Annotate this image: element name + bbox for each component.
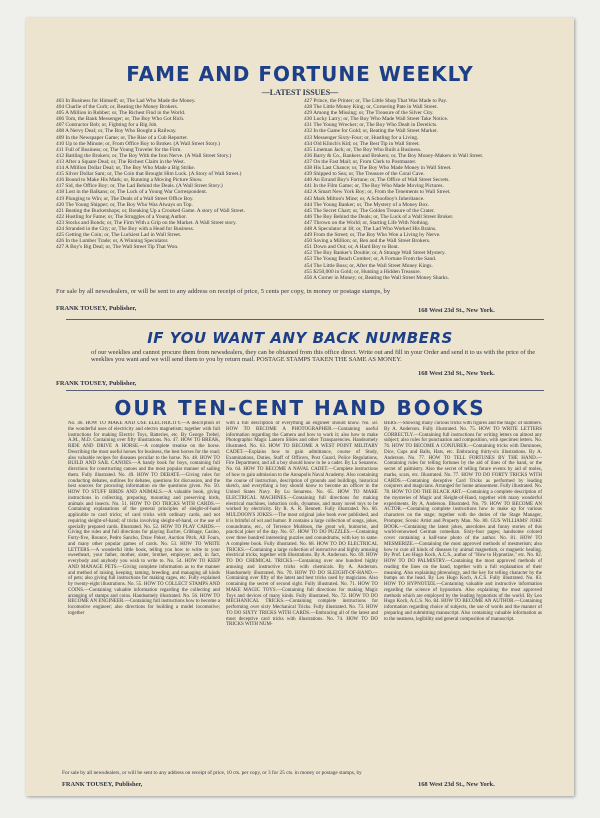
- fame-publisher: FRANK TOUSEY, Publisher,: [56, 305, 137, 312]
- hand-books-column-3: BERS.—Showing many curious tricks with figures and the magic of numbers. By A. Anderson. Fully illustrated. No. 75. HOW TO WRITE LETTERS CORRECTLY.—Containing full instructions for writing letters on almost any subject; also rules for punctuation and composition, with specimen letters. No. 76. HOW TO BECOME A CONJURER.—Containing tricks with Dominoes, Dice, Cups and Balls, Hats, etc. Embracing thirty-six illustrations. By A. Anderson. No. 77. HOW TO TELL FORTUNES BY THE HAND.—Containing rules for telling fortunes by the aid of lines of the hand, or the secret of palmistry. Also the secret of telling future events by aid of moles, marks, scars, etc. Illustrated. No. 77. HOW TO DO FORTY TRICKS WITH CARDS.—Containing deceptive Card Tricks as performed by leading conjurers and magicians. Arranged for home amusement. Fully illustrated. No. 78. HOW TO DO THE BLACK ART.—Containing a complete description of the mysteries of Magic and Sleight-of-Hand, together with many wonderful experiments. By A. Anderson. Illustrated. No. 79. HOW TO BECOME AN ACTOR.—Containing complete instructions how to make up for various characters on the stage; together with the duties of the Stage Manager, Prompter, Scenic Artist and Property Man. No. 80. GUS WILLIAMS' JOKE BOOK.—Containing the latest jokes, anecdotes and funny stories of this world-renowned German comedian. Sixty-four pages; handsome colored cover containing a half-tone photo of the author. No. 81. HOW TO MESMERIZE.—Containing the most approved methods of mesmerism; also how to cure all kinds of diseases by animal magnetism, or magnetic healing. By Prof. Leo Hugo Koch, A.C.S., author of "How to Hypnotize," etc. No. 82. HOW TO DO PALMISTRY.—Containing the most approved methods of reading the lines on the hand, together with a full explanation of their meaning. Also explaining phrenology, and the key for telling character by the bumps on the head. By Leo Hugo Koch, A.C.S. Fully illustrated. No. 83. HOW TO HYPNOTIZE.—Containing valuable and instructive information regarding the science of hypnotism. Also explaining the most approved methods which are employed by the leading hypnotists of the world. By Leo Hugo Koch, A.C.S. No. 84. HOW TO BECOME AN AUTHOR.—Containing information regarding choice of subjects, the use of words and the manner of preparing and submitting manuscript. Also containing valuable information as to the neatness, legibility and general composition of manuscript.: [384, 421, 542, 622]
- books-publisher: FRANK TOUSEY, Publisher,: [62, 781, 143, 788]
- back-numbers-title: IF YOU WANT ANY BACK NUMBERS: [147, 329, 453, 347]
- back-numbers-text: of our weeklies and cannot procure them from newsdealers, they can be obtained from this office direct. Write out and fill in your Order and send it to us with the price of the weeklies you want and we will send them to you by return mail. POSTAGE STAMPS TAKEN THE SAME AS MONEY.: [91, 349, 536, 364]
- hand-books-column-2: with a full description of everything an engineer should know. No. 58. HOW TO BECOME A PHOTOGRAPHER.—Containing useful information regarding the Camera and how to work it; also how to make Photographic Magic Lantern Slides and other Transparencies. Handsomely illustrated. No. 63. HOW TO BECOME A WEST POINT MILITARY CADET.—Explains how to gain admittance, course of Study, Examinations, Duties, Staff of Officers, Post Guard, Police Regulations, Fire Department, and all a boy should know to be a cadet. By Lu Senarens. No. 64. HOW TO BECOME A NAVAL CADET.—Complete instructions of how to gain admission to the Annapolis Naval Academy. Also containing the course of instruction, description of grounds and buildings, historical sketch, and everything a boy should know to become an officer in the United States Navy. By Lu Senarens. No. 65. HOW TO MAKE ELECTRICAL MACHINES.—Containing full directions for making electrical machines, induction coils, dynamos, and many novel toys to be worked by electricity. By R. A. R. Bennett. Fully illustrated. No. 66. MULDOON'S JOKES.—The most original joke book ever published, and it is brimful of wit and humor. It contains a large collection of songs, jokes, conundrums, etc., of Terrence Muldoon, the great wit, humorist, and practical joker of the day. No. 67. HOW TO DO PUZZLES.—Containing over three hundred interesting puzzles and conundrums, with key to same. A complete book. Fully illustrated. No. 68. HOW TO DO ELECTRICAL TRICKS.—Containing a large collection of instructive and highly amusing electrical tricks, together with illustrations. By A. Anderson. No. 69. HOW TO DO CHEMICAL TRICKS.—Containing over one hundred highly amusing and instructive tricks with chemicals. By A. Anderson. Handsomely illustrated. No. 70. HOW TO DO SLEIGHT-OF-HAND.—Containing over fifty of the latest and best tricks used by magicians. Also containing the secret of second sight. Fully illustrated. No. 71. HOW TO MAKE MAGIC TOYS.—Containing full directions for making Magic Toys and devices of many kinds. Fully illustrated. No. 72. HOW TO DO MECHANICAL TRICKS.—Containing complete instructions for performing over sixty Mechanical Tricks. Fully illustrated. No. 73. HOW TO DO SIXTY TRICKS WITH CARDS.—Embracing all of the latest and most deceptive card tricks with illustrations. No. 74. HOW TO DO TRICKS WITH NUM-: [226, 421, 378, 628]
- issues-list-right: 427 Prince, the Printer; or, The Little Shop That Was Made to Pay. 428 The Little Money King; or, Cornering Pate in Wall Street. 429 Among the Missing; or, The Treasure of the Silver City. 430 Lucky Larry; or, The Boy Who Made Wall Street Take Notice. 431 The Young Wrecker; or, The Boy Who Dealt in Derelicts. 432 In the Game for Gold; or, Beating the Wall Street Market. 433 Messenger Sixty-Four; or, Hustling for a Living. 434 Old Klinch's Kid; or, The Best Tip in Wall Street. 435 Lineman Jack; or, The Boy Who Built a Business. 436 Barry & Co., Bankers and Brokers; or, The Boy Money-Makers in Wall Street. 437 On the Fast Mail; or, From Clerk to Postmaster. 438 His Last Chance; or, The Boy Who Made Money in Wall Street. 439 Shipped to Sea; or, The Treasure of the Coral Cave. 440 An Errand Boy's Fortune; or, The Office of Wall Street Secrets. 441 In the Film Game; or, The Boy Who Made Moving Pictures. 442 A Smart New York Boy; or, From the Tenements to Wall Street. 443 Mark Milton's Mine; or, A Schoolboy's Inheritance. 444 The Young Banker; or, The Mystery of a Money Box. 445 The Secret Chart; or, The Golden Treasure of the Crater. 446 The Boy Behind the Deals; or, The Luck of a Wall Street Broker. 447 Thrown on the World; or, Starting Life With Nothing. 448 A Speculator at 18; or, The Lad Who Worked His Brains. 449 From the Street; or, The Boy Who Won a Living by Nerve. 450 Saving a Million; or, Ben and the Wall Street Brokers. 451 Down and Out; or, A Hard Boy to Beat. 452 The Boy Banker's Double; or, A Strange Wall Street Mystery. 453 The Young Beach Comber; or, A Fortune From the Sand. 454 The Little Boss; or, After the Wall Street Money Kings. 455 $250,000 in Gold; or, Hunting a Hidden Treasure. 456 A Corner in Money; or, Beating the Wall Street Money Sharks.: [304, 98, 484, 281]
- back-publisher: FRANK TOUSEY, Publisher,: [56, 380, 137, 387]
- magazine-back-cover: [26, 18, 574, 796]
- fame-and-fortune-title: FAME AND FORTUNE WEEKLY: [126, 62, 474, 86]
- latest-issues-heading: —LATEST ISSUES—: [261, 88, 339, 97]
- fame-address: 168 West 23d St., New York.: [418, 307, 495, 314]
- back-address: 168 West 23d St., New York.: [418, 370, 495, 377]
- hand-books-title: OUR TEN-CENT HAND BOOKS: [114, 396, 486, 420]
- fame-sale-line: For sale by all newsdealers, or will be sent to any address on receipt of price, 5 cents per copy, in money or postage stamps, by: [56, 288, 391, 295]
- issues-list-left: 403 In Business for Himself; or, The Lad Who Made the Money. 404 Charlie of the Curb; or, Beating the Money Brokers. 405 A Million in Rubber; or, The Richest Find in the World. 406 Tom, the Bank Messenger; or, The Boy Who Got Rich. 407 Contractor Bob; or, Fighting for a Big Job. 408 A Nervy Deal; or, The Boy Who Bought a Railway. 409 In the Newspaper Game; or, The Rise of a Cub Reporter. 410 Up to the Minute; or, From Office Boy to Broker. (A Wall Street Story.) 411 Full of Business; or, The Young Traveler for the Firm. 412 Battling the Brokers; or, The Boy With the Iron Nerve. (A Wall Street Story.) 413 After a Square Deal; or, The Richest Claim in the West. 414 A Million Dollar Deal; or, The Boy Who Made a Big Strike. 415 Silver Dollar Sam; or, The Coin that Brought Him Luck. (A Story of Wall Street.) 416 Bound to Make His Mark; or, Running a Moving Picture Show. 417 Sid, the Office Boy; or, The Lad Behind the Deals. (A Wall Street Story.) 418 Lost in the Balkans; or, The Luck of a Young War Correspondent. 419 Plunging to Win; or, The Deals of a Wall Street Office Boy. 420 The Young Shipper; or, The Boy Who Was Always on Top. 421 Beating the Bucketshops; or, Breaking Up a Crooked Game. A story of Wall Street. 422 Hustling for Fame; or, The Struggles of a Young Author. 423 Stocks and Bonds; or, The Firm With a Grip on the Market. A Wall Street story. 424 Stranded in the City; or, The Boy with a Head for Business. 425 Getting the Coin; or, The Luckiest Lad in Wall Street. 426 In the Lumber Trade; or, A Winning Speculator. 427 A Boy's Big Deal; or, The Wall Street Tip That Won.: [56, 98, 245, 251]
- hand-books-column-1: No. 46. HOW TO MAKE AND USE ELECTRICITY.—A description of the wonderful uses of electricity and electro magnetism; together with full instructions for making Electric Toys, Batteries, etc. By George Trebel, A.M., M.D. Containing over fifty illustrations. No. 47. HOW TO BREAK, RIDE AND DRIVE A HORSE.—A complete treatise on the horse. Describing the most useful horses for business, the best horses for the road; also valuable recipes for diseases peculiar to the horse. No. 48. HOW TO BUILD AND SAIL CANOES.—A handy book for boys, containing full directions for constructing canoes and the most popular manner of sailing them. Fully illustrated. No. 49. HOW TO DEBATE.—Giving rules for conducting debates, outlines for debates, questions for discussion, and the best sources for procuring information on the questions given. No. 50. HOW TO STUFF BIRDS AND ANIMALS.—A valuable book, giving instructions in collecting, preparing, mounting and preserving birds, animals and insects. No. 51. HOW TO DO TRICKS WITH CARDS.—Containing explanations of the general principles of sleight-of-hand applicable to card tricks; of card tricks with ordinary cards, and not requiring sleight-of-hand; of tricks involving sleight-of-hand, or the use of specially prepared cards. Illustrated. No. 52. HOW TO PLAY CARDS.—Giving the rules and full directions for playing Euchre, Cribbage, Casino, Forty-five, Rounce, Pedro Sancho, Draw Poker, Auction Pitch, All Fours, and many other popular games of cards. No. 53. HOW TO WRITE LETTERS.—A wonderful little book, telling you how to write to your sweetheart, your father, mother, sister, brother, employer; and, in fact, everybody and anybody you wish to write to. No. 54. HOW TO KEEP AND MANAGE PETS.—Giving complete information as to the manner and method of raising, keeping, taming, breeding, and managing all kinds of pets; also giving full instructions for making cages, etc. Fully explained by twenty-eight illustrations. No. 55. HOW TO COLLECT STAMPS AND COINS.—Containing valuable information regarding the collecting and arranging of stamps and coins. Handsomely illustrated. No. 56. HOW TO BECOME AN ENGINEER.—Containing full instructions how to become a locomotive engineer; also directions for building a model locomotive; together: [68, 421, 220, 616]
- books-sale-line: For sale by all newsdealers, or will be sent to any address on receipt of price, 10 cts. per copy, or 3 for 25 cts. in money or postage stamps, by: [62, 770, 362, 776]
- divider: [66, 390, 544, 391]
- divider: [66, 319, 544, 320]
- books-address: 168 West 23d St., New York.: [418, 781, 495, 788]
